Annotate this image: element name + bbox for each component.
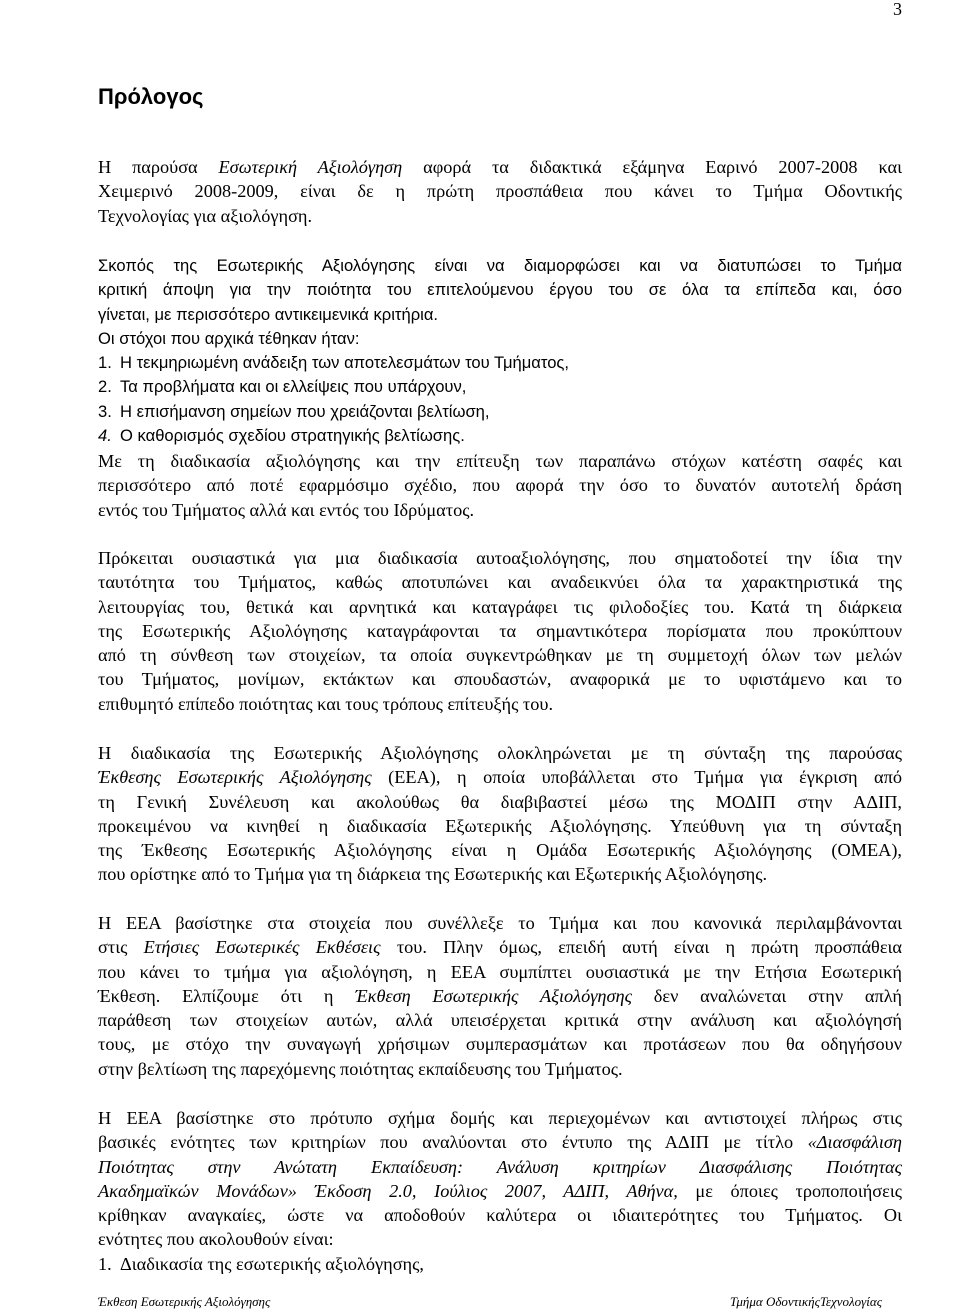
paragraph-line: που ορίστηκε από το Τμήμα για τη διάρκεια της Εσωτερικής και Εξωτερικής Αξιολόγησης. xyxy=(98,864,768,885)
paragraph-line: στην βελτίωση της παρεχόμενης ποιότητας εκπαίδευσης του Τμήματος. xyxy=(98,1058,623,1079)
paragraph-line: Η ΕΕΑ βασίστηκε στο πρότυπο σχήμα δομής και περιεχομένων και αντιστοιχεί πλήρως στις xyxy=(98,1108,902,1128)
paragraph-line: της Εσωτερικής Αξιολόγησης καταγράφονται τα σημαντικότερα πορίσματα που προκύπτουν xyxy=(98,620,902,641)
paragraph-line: εντός του Τμήματος αλλά και εντός του Ιδρύματος. xyxy=(98,499,475,520)
paragraph-line: Οι στόχοι που αρχικά τέθηκαν ήταν: xyxy=(98,328,360,348)
paragraph-line: του Τμήματος, μονίμων, εκτάκτων και σπουδαστών, αναφορικά με το υφιστάμενο και το xyxy=(98,669,902,690)
paragraph-intro xyxy=(98,155,902,228)
paragraph-line: περισσότερο από ποτέ εφαρμόσιμο σχέδιο, που αφορά την όσο το δυνατόν αυτοτελή δράση xyxy=(98,475,902,496)
italic-term: «Διασφάλιση xyxy=(807,1132,902,1153)
paragraph-line: βασικές ενότητες των κριτηρίων που αναλύονται στο έντυπο της ΑΔΙΠ με τίτλο «Διασφάλιση xyxy=(98,1132,902,1153)
paragraph-self-evaluation xyxy=(98,546,902,716)
paragraph-line: παράθεση των στοιχείων αυτών, αλλά υπεισέρχεται κριτικά στην ανάλυση και αξιολόγησή xyxy=(98,1010,902,1031)
paragraph-line: τη Γενική Συνέλευση και ακολούθως θα διαβιβαστεί μέσω της ΜΟΔΙΠ στην ΑΔΙΠ, xyxy=(98,791,902,812)
paragraph-line: Με τη διαδικασία αξιολόγησης και την επίτευξη των παραπάνω στόχων κατέστη σαφές και xyxy=(98,451,902,471)
list-item: 3. Η επισήμανση σημείων που χρειάζονται βελτίωση, xyxy=(98,401,490,421)
italic-term: Ποιότητας στην Ανώτατη Εκπαίδευση: Ανάλυση κριτηρίων Διασφάλισης Ποιότητας xyxy=(98,1156,902,1177)
list-item: 4. Ο καθορισμός σχεδίου στρατηγικής βελτίωσης. xyxy=(98,426,465,446)
italic-term: Έκθεση Εσωτερικής Αξιολόγησης xyxy=(355,985,632,1006)
paragraph-line: ταυτότητα του Τμήματος, καθώς αποτυπώνει και αναδεικνύει όλα τα χαρακτηριστικά της xyxy=(98,572,902,593)
paragraph-line: Τεχνολογίας για αξιολόγηση. xyxy=(98,205,313,226)
paragraph-line: κριτική άποψη για την ποιότητα του επιτελούμενου έργου του σε όλα τα επίπεδα και, όσο xyxy=(98,280,902,300)
page-title: Πρόλογος xyxy=(98,84,204,109)
paragraph-line xyxy=(98,1155,902,1179)
italic-term: Εσωτερική Αξιολόγηση xyxy=(218,157,403,177)
paragraph-line: Χειμερινό 2008-2009, είναι δε η πρώτη προσπάθεια που κάνει το Τμήμα Οδοντικής xyxy=(98,181,902,202)
paragraph-line: κρίθηκαν αναγκαίες, ώστε να αποδοθούν καλύτερα οι ιδιαιτερότητες του Τμήματος. Οι xyxy=(98,1205,902,1226)
paragraph-line: από τη σύνθεση των στοιχείων, τα οποία συγκεντρώθηκαν με τη συμμετοχή όλων των μελών xyxy=(98,645,902,666)
paragraph-line: Η διαδικασία της Εσωτερικής Αξιολόγησης ολοκληρώνεται με τη σύνταξη της παρούσας xyxy=(98,743,902,763)
italic-term: Έκθεσης Εσωτερικής Αξιολόγησης xyxy=(98,767,372,788)
paragraph-line: λειτουργίας του, θετικά και αρνητικά και καταγράφει τις φιλοδοξίες του. Κατά τη διάρκεια xyxy=(98,596,902,617)
paragraph-line: Ακαδημαϊκών Μονάδων» Έκδοση 2.0, Ιούλιος 2007, ΑΔΙΠ, Αθήνα, με όποιες τροποποιήσεις xyxy=(98,1180,902,1201)
paragraph-line: ενότητες που ακολουθούν είναι: xyxy=(98,1229,334,1250)
page-number: 3 xyxy=(893,0,902,19)
footer-right: Τμήμα ΟδοντικήςΤεχνολογίας xyxy=(729,1294,882,1309)
italic-term: Ετήσιες Εσωτερικές Εκθέσεις xyxy=(143,937,381,958)
paragraph-line: Η παρούσα Εσωτερική Αξιολόγηση αφορά τα διδακτικά εξάμηνα Εαρινό 2007-2008 και xyxy=(98,157,902,177)
paragraph-purpose xyxy=(98,254,902,448)
italic-term: Ακαδημαϊκών Μονάδων» Έκδοση 2.0, Ιούλιος 2007, ΑΔΙΠ, Αθήνα, xyxy=(98,1180,678,1201)
list-item: 1. Διαδικασία της εσωτερικής αξιολόγησης, xyxy=(98,1253,424,1274)
paragraph-line: προκειμένου να κινηθεί η διαδικασία Εξωτερικής Αξιολόγησης. Υπεύθυνη για τη σύνταξη xyxy=(98,815,902,836)
paragraph-line: της Έκθεσης Εσωτερικής Αξιολόγησης είναι η Ομάδα Εσωτερικής Αξιολόγησης (ΟΜΕΑ), xyxy=(98,840,902,861)
footer-left: Έκθεση Εσωτερικής Αξιολόγησης xyxy=(98,1294,271,1309)
paragraph-line: επιθυμητό επίπεδο ποιότητας και τους τρόπους επίτευξής του. xyxy=(98,693,554,714)
paragraph-line: τους, με στόχο την συναγωγή χρήσιμων συμπερασμάτων και προτάσεων που θα οδηγήσουν xyxy=(98,1034,902,1055)
paragraph-data-basis xyxy=(98,911,902,1081)
paragraph-template xyxy=(98,1106,902,1276)
paragraph-line: Η ΕΕΑ βασίστηκε στα στοιχεία που συνέλλεξε το Τμήμα και που κανονικά περιλαμβάνονται xyxy=(98,913,902,933)
list-item: 2. Τα προβλήματα και οι ελλείψεις που υπάρχουν, xyxy=(98,377,467,397)
paragraph-line: γίνεται, με περισσότερο αντικειμενικά κριτήρια. xyxy=(98,304,439,324)
paragraph-line: Έκθεσης Εσωτερικής Αξιολόγησης (ΕΕΑ), η οποία υποβάλλεται στο Τμήμα για έγκριση από xyxy=(98,767,902,788)
paragraph-line: Έκθεση. Ελπίζουμε ότι η Έκθεση Εσωτερικής Αξιολόγησης δεν αναλώνεται στην απλή xyxy=(98,985,902,1006)
paragraph-outcome xyxy=(98,449,902,522)
paragraph-procedure xyxy=(98,741,902,887)
list-item: 1. Η τεκμηριωμένη ανάδειξη των αποτελεσμάτων του Τμήματος, xyxy=(98,353,570,373)
paragraph-line: που κάνει το τμήμα για αξιολόγηση, η ΕΕΑ συμπίπτει ουσιαστικά με την Ετήσια Εσωτερική xyxy=(98,961,902,982)
paragraph-line: στις Ετήσιες Εσωτερικές Εκθέσεις του. Πλην όμως, επειδή αυτή είναι η πρώτη προσπάθεια xyxy=(98,937,902,958)
paragraph-line: Σκοπός της Εσωτερικής Αξιολόγησης είναι να διαμορφώσει και να διατυπώσει το Τμήμα xyxy=(98,256,902,275)
paragraph-line: Πρόκειται ουσιαστικά για μια διαδικασία αυτοαξιολόγησης, που σηματοδοτεί την ίδια την xyxy=(98,548,902,568)
